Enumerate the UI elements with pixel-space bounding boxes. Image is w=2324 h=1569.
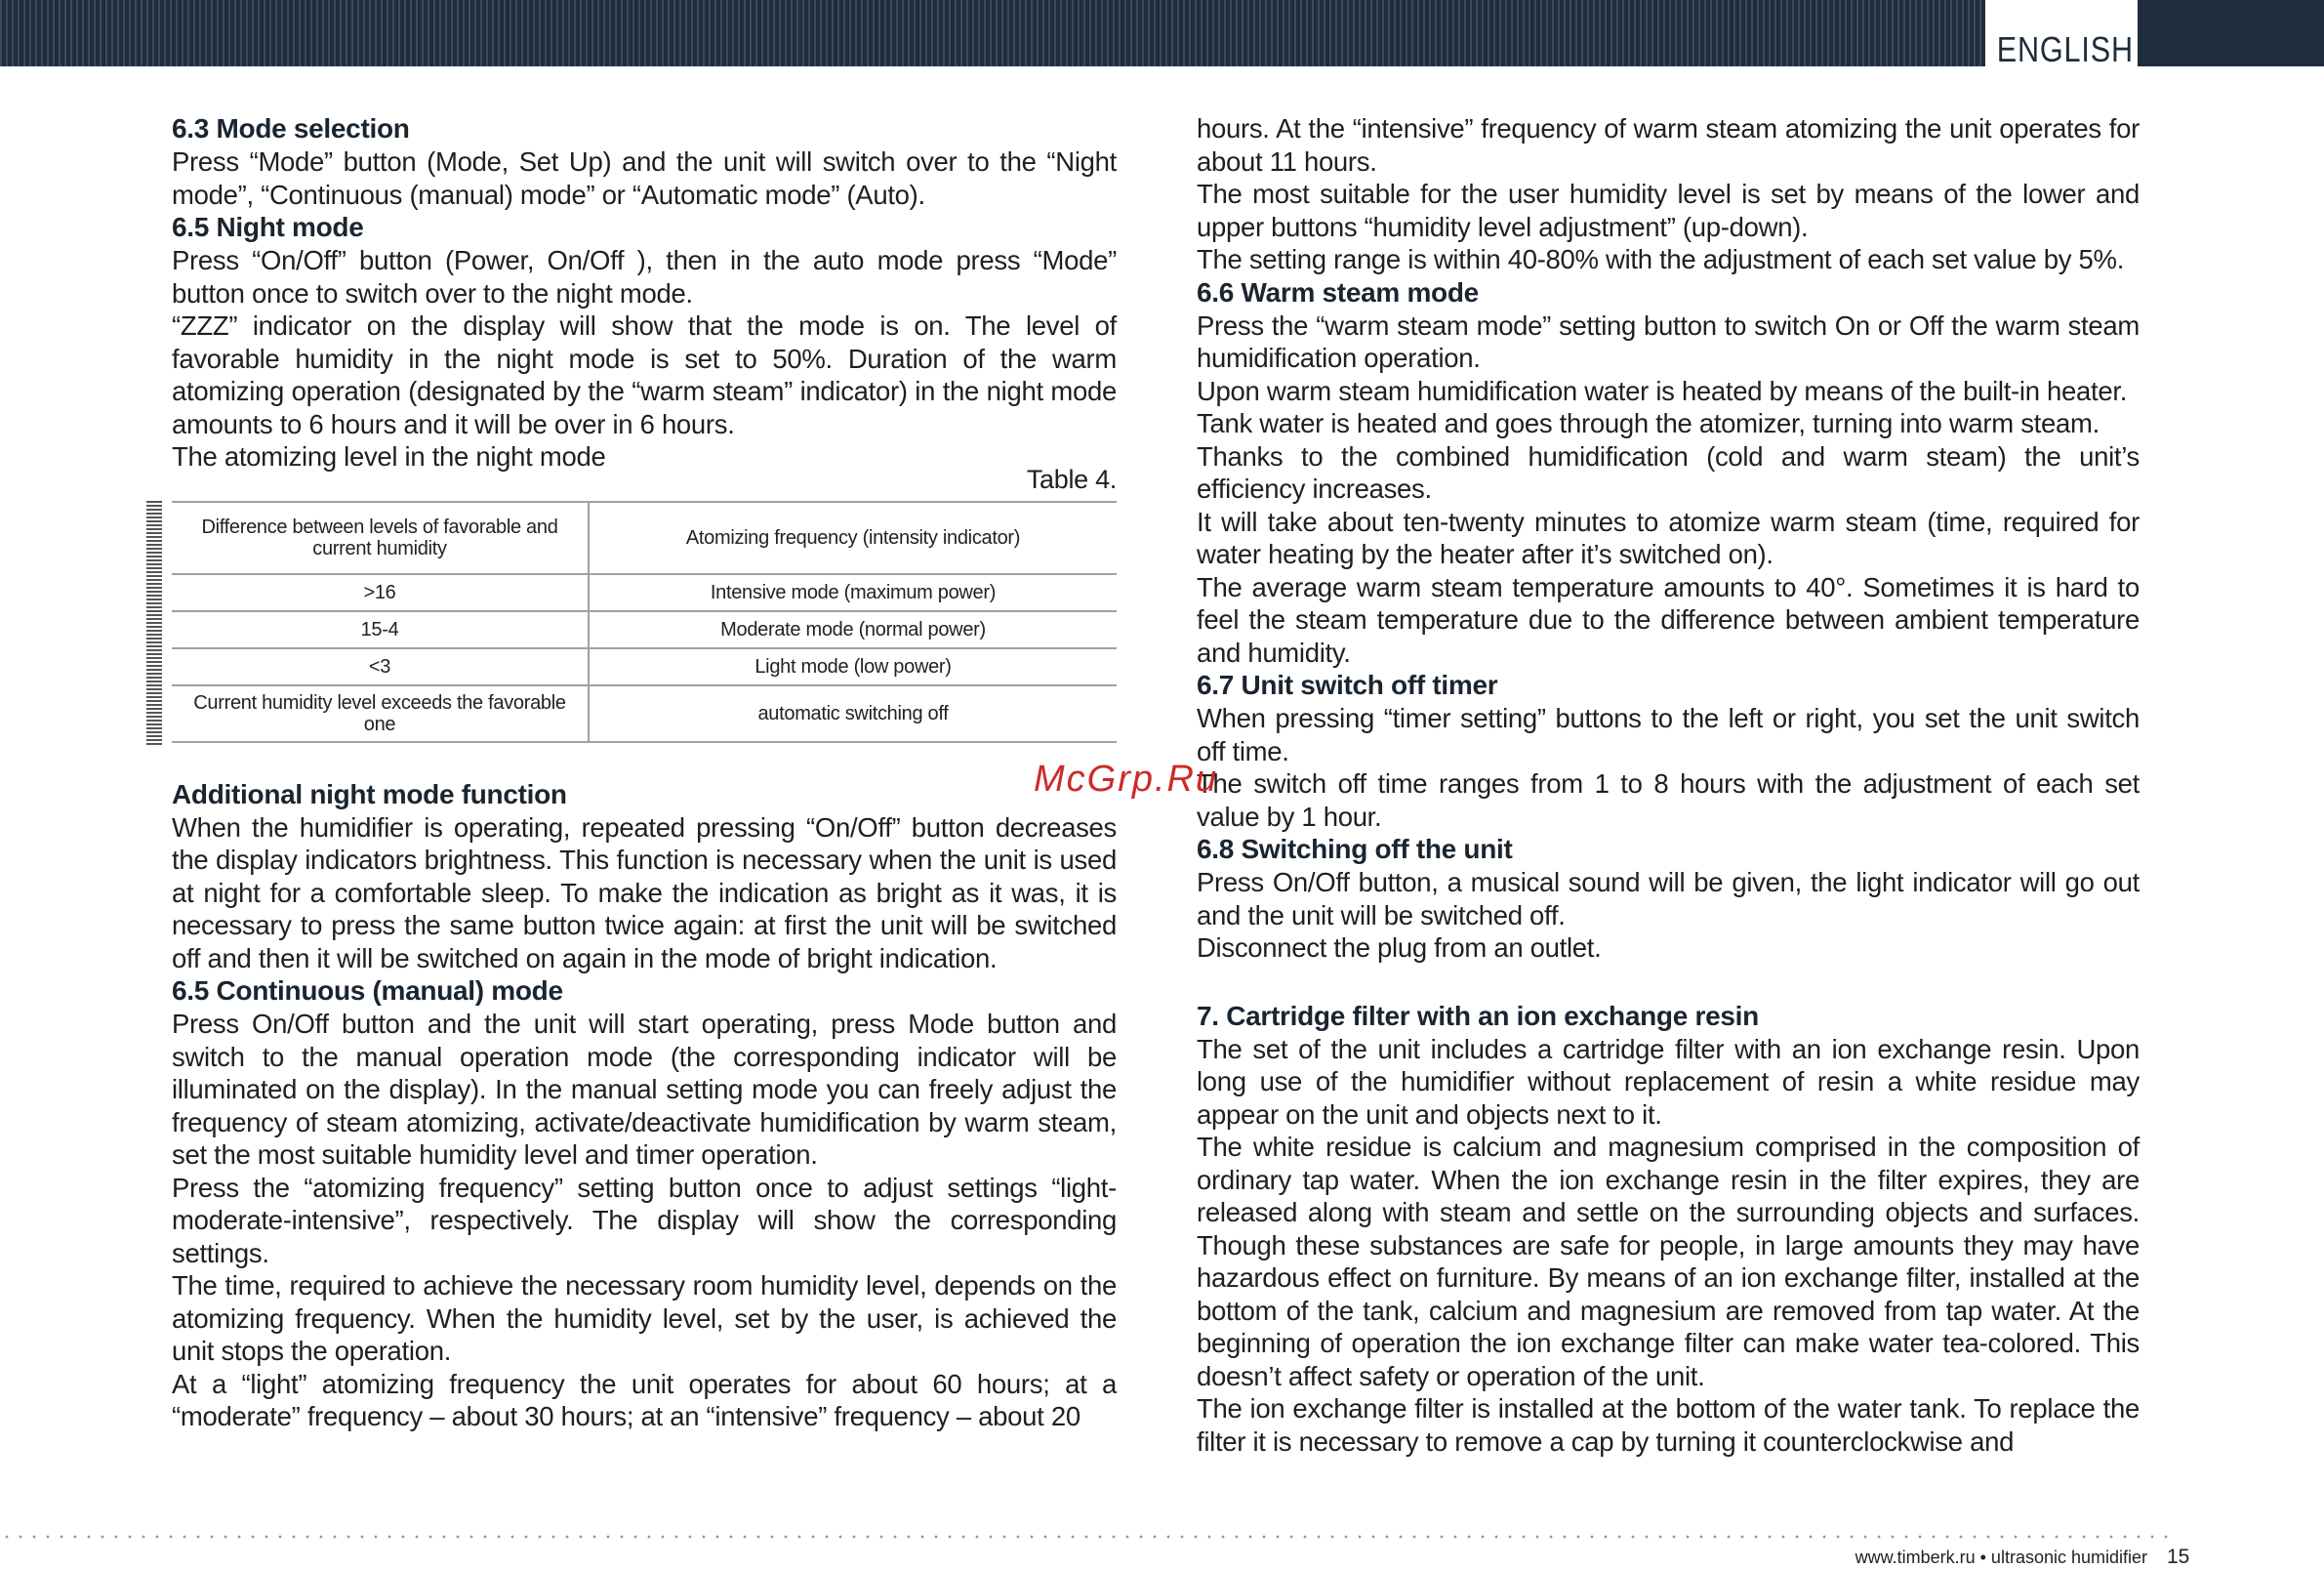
continuous-mode-text-5: hours. At the “intensive” frequency of warm steam atomizing the unit operates for about 11 hours. — [1197, 113, 2140, 177]
section-6-8-title: 6.8 Switching off the unit — [1197, 834, 1513, 864]
continuous-mode-text-6: The most suitable for the user humidity level is set by means of the lower and upper buttons “humidity level adjustment” (up-down). — [1197, 179, 2140, 242]
header-bar-end — [2138, 0, 2324, 66]
table-cell: >16 — [172, 574, 589, 611]
table-cell: automatic switching off — [589, 685, 1117, 742]
section-6-5-text-1: Press “On/Off” button (Power, On/Off ), then in the auto mode press “Mode” button once to switch over to the night mode. — [172, 245, 1117, 309]
section-6-8-text-1: Press On/Off button, a musical sound will be given, the light indicator will go out and the unit will be switched off. — [1197, 867, 2140, 930]
table-cell: <3 — [172, 648, 589, 685]
table-cell: Intensive mode (maximum power) — [589, 574, 1117, 611]
section-6-6-text-6: The average warm steam temperature amounts to 40°. Sometimes it is hard to feel the steam temperature due to the difference between ambient temperature and humidity. — [1197, 571, 2140, 668]
additional-night-title: Additional night mode function — [172, 778, 567, 809]
section-6-7-text-1: When pressing “timer setting” buttons to the left or right, you set the unit switch off time. — [1197, 703, 2140, 766]
section-6-6-text-2: Upon warm steam humidification water is heated by means of the built-in heater. — [1197, 375, 2128, 406]
section-6-6-text-3: Tank water is heated and goes through the atomizer, turning into warm steam. — [1197, 408, 2100, 438]
table-header-row — [172, 502, 1117, 574]
table-wrapper — [146, 501, 1117, 743]
right-column — [1197, 112, 2140, 1458]
section-6-8-text-2: Disconnect the plug from an outlet. — [1197, 932, 1602, 963]
atomizing-table — [172, 501, 1117, 743]
section-6-7-text-2: The switch off time ranges from 1 to 8 hours with the adjustment of each set value by 1 hour. — [1197, 768, 2140, 832]
spacer — [172, 743, 1117, 778]
language-label: ENGLISH — [1996, 29, 2134, 69]
section-6-6-title: 6.6 Warm steam mode — [1197, 276, 1479, 308]
table-row — [172, 611, 1117, 648]
header-bar — [0, 0, 2324, 66]
table-cell: 15-4 — [172, 611, 589, 648]
section-7-text-2: The white residue is calcium and magnesium comprised in the composition of ordinary tap water. When the ion exchange resin in the filter expires, they are released along with steam and settle on the surrounding objects and surfaces. Though these substances are safe for people, in large amounts they may have hazardous effect on furniture. By means of an ion exchange filter, installed at the bottom of the tank, calcium and magnesium are removed from tap water. At the beginning of operation the ion exchange filter can make water tea-colored. This doesn’t affect safety or operation of the unit. — [1197, 1132, 2140, 1391]
section-7-text-1: The set of the unit includes a cartridge filter with an ion exchange resin. Upon long use of the humidifier without replacement of resin a white residue may appear on the unit and objects next to it. — [1197, 1033, 2140, 1130]
table-cell: Light mode (low power) — [589, 648, 1117, 685]
spacer — [1197, 965, 2140, 1000]
footer-dotted-rule — [0, 1535, 2177, 1539]
page-number: 15 — [2167, 1546, 2190, 1568]
additional-night-text: When the humidifier is operating, repeated pressing “On/Off” button decreases the display indicators brightness. This function is necessary when the unit is used at night for a comfortable sleep. To make the indication as bright as it was, it is necessary to press the same button twice again: at first the unit will be switched off and then it will be switched on again in the mode of bright indication. — [172, 811, 1117, 973]
left-column — [172, 112, 1117, 1433]
table-row — [172, 648, 1117, 685]
section-7-text-3: The ion exchange filter is installed at the bottom of the water tank. To replace the filter it is necessary to remove a cap by turning it counterclockwise and — [1197, 1393, 2140, 1457]
section-6-3-text: Press “Mode” button (Mode, Set Up) and the unit will switch over to the “Night mode”, “Continuous (manual) mode” or “Automatic mode” (Auto). — [172, 146, 1117, 210]
continuous-mode-title: 6.5 Continuous (manual) mode — [172, 975, 563, 1006]
table-header-cell: Atomizing frequency (intensity indicator) — [589, 502, 1117, 574]
footer-site: www.timberk.ru • ultrasonic humidifier — [1855, 1548, 2147, 1567]
section-6-6-text-1: Press the “warm steam mode” setting button to switch On or Off the warm steam humidification operation. — [1197, 310, 2140, 373]
section-6-5-text-2: “ZZZ” indicator on the display will show that the mode is on. The level of favorable humidity in the night mode is set to 50%. Duration of the warm atomizing operation (designated by the “warm steam” indicator) in the night mode amounts to 6 hours and it will be over in 6 hours. — [172, 310, 1117, 439]
continuous-mode-text-1: Press On/Off button and the unit will start operating, press Mode button and switch to the manual operation mode (the corresponding indicator will be illuminated on the display). In the manual setting mode you can freely adjust the frequency of steam atomizing, activate/deactivate humidification by warm steam, set the most suitable humidity level and timer operation. — [172, 1009, 1117, 1170]
section-6-5-text-3: The atomizing level in the night mode — [172, 441, 606, 472]
table-row — [172, 685, 1117, 742]
section-6-6-text-5: It will take about ten-twenty minutes to atomize warm steam (time, required for water heating by the heater after it’s switched on). — [1197, 506, 2140, 569]
table-side-stripe — [146, 501, 162, 747]
continuous-mode-text-2: Press the “atomizing frequency” setting button once to adjust settings “light-moderate-intensive”, respectively. The display will show the corresponding settings. — [172, 1172, 1117, 1268]
section-6-3-title: 6.3 Mode selection — [172, 113, 410, 144]
section-6-6-text-4: Thanks to the combined humidification (cold and warm steam) the unit’s efficiency increases. — [1197, 440, 2140, 504]
table-row — [172, 574, 1117, 611]
watermark: McGrp.Ru — [1034, 759, 1219, 800]
continuous-mode-text-4: At a “light” atomizing frequency the unit operates for about 60 hours; at a “moderate” frequency – about 30 hours; at an “intensive” frequency – about 20 — [172, 1368, 1117, 1431]
section-7-title: 7. Cartridge filter with an ion exchange resin — [1197, 1000, 1759, 1031]
section-6-7-title: 6.7 Unit switch off timer — [1197, 670, 1498, 700]
continuous-mode-text-7: The setting range is within 40-80% with the adjustment of each set value by 5%. — [1197, 244, 2125, 274]
table-caption: Table 4. — [1026, 464, 1117, 494]
table-header-cell: Difference between levels of favorable and current humidity — [172, 502, 589, 574]
section-6-5-title: 6.5 Night mode — [172, 212, 364, 242]
continuous-mode-text-3: The time, required to achieve the necessary room humidity level, depends on the atomizing frequency. When the humidity level, set by the user, is achieved the unit stops the operation. — [172, 1270, 1117, 1366]
table-cell: Moderate mode (normal power) — [589, 611, 1117, 648]
table-cell: Current humidity level exceeds the favorable one — [172, 685, 589, 742]
